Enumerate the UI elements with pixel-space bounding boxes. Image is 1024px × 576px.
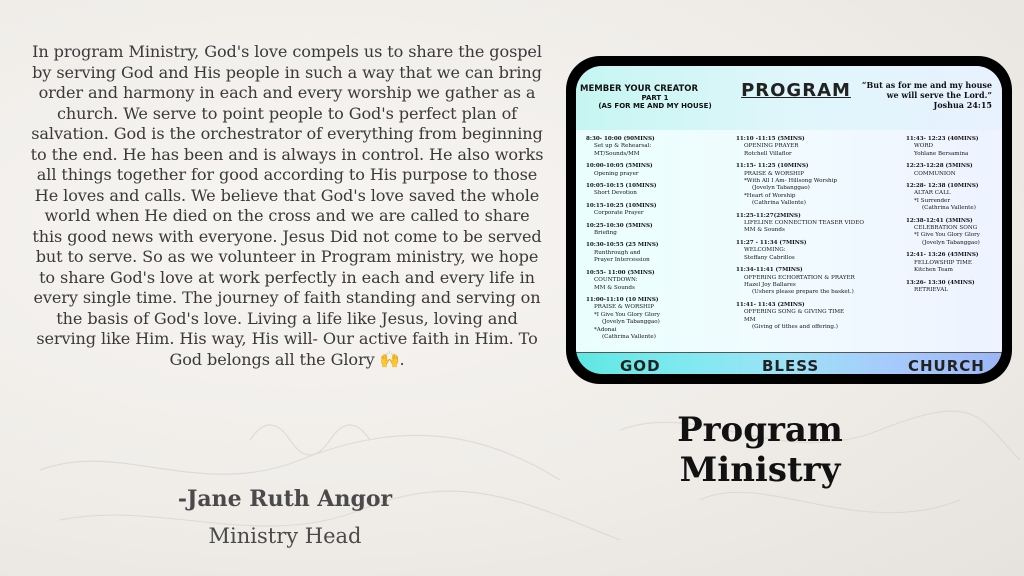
signature-role: Ministry Head [208,524,362,548]
remember-line-3: (AS FOR ME AND MY HOUSE) [598,102,712,110]
schedule-time: 12:41- 13:26 (45MINS) [906,252,979,259]
program-footer [576,353,1002,374]
schedule-time: 13:26- 13:30 (4MINS) [906,279,975,286]
verse-reference: Joshua 24:15 [933,100,992,110]
schedule-detail: Short Devotion [594,190,637,197]
remember-creator-heading [580,84,730,110]
schedule-item [906,218,1002,248]
schedule-detail: *With All I Am- Hillsong Worship [744,178,837,185]
remember-line-2: PART 1 [641,94,669,102]
footer-church: CHURCH [908,357,985,374]
schedule-detail: COMMUNION [914,170,956,177]
schedule-detail: WORD [914,143,934,150]
schedule-time: 10:15-10:25 (10MINS) [586,202,657,209]
schedule-time: 11:10 -11:15 (5MINS) [736,136,805,142]
schedule-time: 11:27 - 11:34 (7MINS) [736,239,807,246]
schedule-detail: Opening prayer [594,170,639,177]
schedule-time: 10:30-10:55 (25 MINS) [586,242,659,249]
title-line-2: Ministry [679,450,841,490]
schedule-detail: (Giving of tithes and offering.) [752,323,838,330]
schedule-item [906,163,1002,178]
schedule-detail: (Jovelyn Tabanggao) [752,185,810,192]
program-schedule [576,130,1002,353]
schedule-item [906,280,1002,295]
schedule-item [736,136,886,158]
schedule-time: 11:25-11:27(2MINS) [736,212,801,219]
schedule-detail: (Jovelyn Tabanggao) [922,239,980,246]
schedule-detail: (Jovelyn Tabanggao) [602,319,660,326]
signature-name: -Jane Ruth Angor [177,486,393,512]
schedule-item [736,267,886,297]
schedule-time: 10:25-10:30 (5MINS) [586,222,653,229]
verse-line-1: “But as for me and my house [861,80,992,90]
schedule-item [586,163,726,178]
schedule-item [586,203,726,218]
bible-verse [832,80,992,110]
schedule-time: 11:41- 11:43 (2MINS) [736,301,805,308]
schedule-time: 10:55- 11:00 (5MINS) [586,269,655,276]
schedule-detail: Rotchell Villaflor [744,150,792,157]
program-card-inner [576,66,1002,374]
schedule-item [736,213,886,235]
schedule-detail: *I Give You Glory Glory [914,232,980,239]
footer-bless: BLESS [762,357,820,374]
schedule-detail: MM [744,316,756,323]
footer-god: GOD [620,357,661,374]
schedule-detail: (Cathrina Vallente) [752,200,806,207]
verse-line-2: we will serve the Lord.” [886,90,992,100]
schedule-detail: *I Give You Glory Glory [594,311,660,318]
schedule-time: 11:34-11:41 (7MINS) [736,267,803,274]
schedule-detail: MM & Sounds [594,284,635,291]
schedule-detail: Briefing [594,230,617,237]
schedule-detail: OFFERING ECHORTATION & PRAYER [744,274,855,281]
program-ministry-title [640,410,880,490]
schedule-detail: Corporate Prayer [594,210,644,217]
schedule-item [586,297,726,341]
schedule-column-1 [586,136,726,346]
schedule-time: 10:05-10:15 (10MINS) [586,183,657,190]
schedule-detail: Kitchen Team [914,267,953,274]
schedule-time: 11:43- 12:23 (40MINS) [906,136,979,142]
schedule-detail: PRAISE & WORSHIP [744,170,804,177]
schedule-item [906,252,1002,274]
schedule-detail: (Ushers please prepare the basket.) [752,289,854,296]
schedule-item [736,302,886,332]
schedule-detail: (Cathrina Vallente) [602,333,656,340]
schedule-column-2 [736,136,886,336]
schedule-time: 12:23-12:28 (5MINS) [906,163,973,170]
schedule-time: 12:38-12:41 (3MINS) [906,217,973,224]
schedule-detail: Steffany Cabrillos [744,254,795,261]
schedule-detail: Prayer Intercession [594,257,650,264]
schedule-detail: OPENING PRAYER [744,143,799,150]
schedule-detail: WELCOMING: [744,247,786,254]
schedule-detail: Hazel Joy Ballares [744,281,796,288]
schedule-item [586,183,726,198]
schedule-detail: Yohlane Bersamina [914,150,969,157]
schedule-detail: MT/Sounds/MM [594,150,640,157]
schedule-time: 12:28- 12:38 (10MINS) [906,183,979,190]
schedule-item [906,136,1002,158]
program-title: PROGRAM [741,80,851,101]
schedule-item [736,240,886,262]
schedule-detail: *Adonai [594,326,617,333]
schedule-time: 8:30- 10:00 (90MINS) [586,136,655,142]
schedule-time: 11:00-11:10 (10 MINS) [586,296,659,303]
schedule-detail: *Heart of Worship [744,192,796,199]
schedule-detail: Runthrough and [594,249,641,256]
program-header [576,66,1002,131]
schedule-detail: OFFERING SONG & GIVING TIME [744,309,845,316]
schedule-detail: ALTAR CALL [914,190,951,197]
schedule-item [586,270,726,292]
schedule-item [586,136,726,158]
schedule-detail: (Cathrina Vallente) [922,205,976,212]
schedule-item [736,163,886,207]
schedule-detail: FELLOWSHIP TIME [914,259,972,266]
schedule-detail: COUNTDOWN: [594,277,638,284]
schedule-detail: *I Surrender [914,197,951,204]
title-line-1: Program [677,410,843,450]
schedule-detail: MM & Sounds [744,227,785,234]
schedule-time: 10:00-10:05 (5MINS) [586,163,653,170]
schedule-detail: CELEBRATION SONG [914,225,978,232]
schedule-detail: PRAISE & WORSHIP [594,304,654,311]
schedule-column-3 [906,136,1002,299]
schedule-detail: Set up & Rehearsal: [594,143,652,150]
schedule-item [586,223,726,238]
schedule-detail: LIFELINE CONNECTION TEASER VIDEO [744,220,864,227]
schedule-time: 11:15- 11:25 (10MINS) [736,163,809,170]
schedule-item [586,242,726,264]
schedule-detail: RETRIEVAL [914,286,948,293]
remember-line-1: MEMBER YOUR CREATOR [580,84,699,94]
ministry-message: In program Ministry, God's love compels us to share the gospel by serving God and His people in such a way that we can bring order and harmony in each and every worship we gather as a church. We serve to point people to God's perfect plan of salvation. God is the orchestrator of everything from beginning to the end. He has been and is always in control. He also works all things together for good according to His purpose to those He loves and calls. We believe that God's love saved the whole world when He died on the cross and we are called to share this good news with everyone. Jesus Did not come to be served but to serve. So as we volunteer in Program ministry, we hope to share God's love at work perfectly in each and every life in every single time. The journey of faith standing and serving on the basis of God's love. Living a life like Jesus, loving and serving like Him. His way, His will- Our active faith in Him. To God belongs all the Glory 🙌. [30,42,544,369]
program-card [566,56,1012,384]
schedule-item [906,183,1002,213]
